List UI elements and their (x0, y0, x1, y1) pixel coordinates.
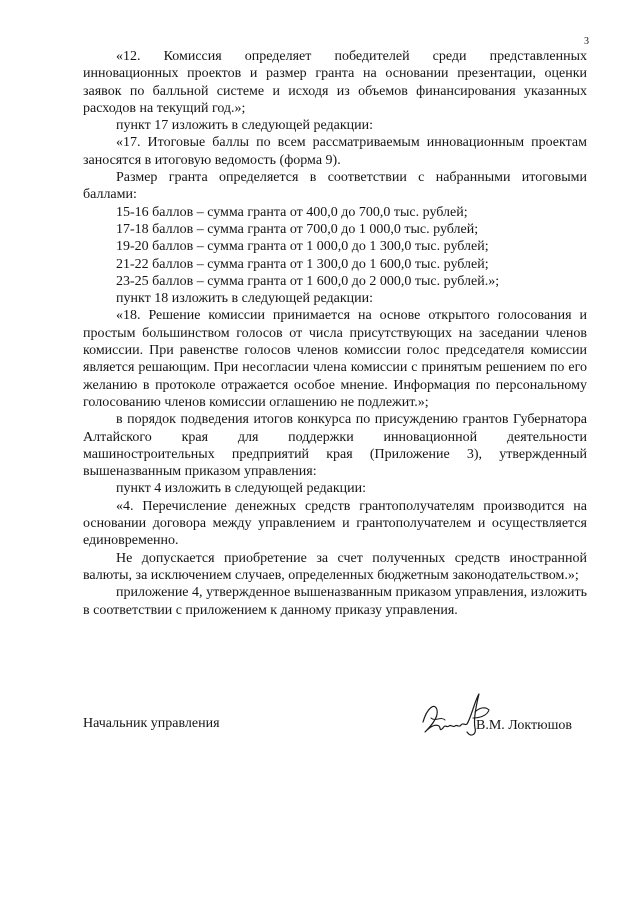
handwritten-signature (417, 688, 497, 746)
document-body (83, 48, 587, 619)
page-number: 3 (584, 36, 589, 47)
grant-list-item: 17-18 баллов – сумма гранта от 700,0 до 1 000,0 тыс. рублей; (116, 221, 479, 237)
paragraph: пункт 18 изложить в следующей редакции: (116, 291, 373, 307)
signer-position: Начальник управления (83, 716, 220, 731)
grant-list-item: 21-22 баллов – сумма гранта от 1 300,0 до 1 600,0 тыс. рублей; (116, 256, 489, 272)
paragraph: приложение 4, утвержденное вышеназванным приказом управления, изложить в соответствии с приложением к данному приказу управления. (83, 585, 587, 618)
paragraph: пункт 17 изложить в следующей редакции: (116, 118, 373, 134)
paragraph: «4. Перечисление денежных средств грантополучателям производится на основании договора между управлением и грантополучателем и осуществляется единовременно. (83, 498, 587, 549)
paragraph: «18. Решение комиссии принимается на основе открытого голосования и простым большинством голосов от числа присутствующих на заседании членов комиссии. При равенстве голосов членов комиссии голос председателя комиссии является решающим. При несогласии члена комиссии с принятым решением по его желанию в протоколе отражается особое мнение. Информация по персональному голосованию членов комиссии оглашению не подлежит.»; (83, 308, 587, 410)
paragraph: пункт 4 изложить в следующей редакции: (116, 481, 366, 497)
grant-size-list (83, 204, 587, 290)
paragraph: «12. Комиссия определяет победителей среди представленных инновационных проектов и размер гранта на основании презентации, оценки заявок по балльной системе и исходя из объемов финансирования указанных расходов на текущий год.»; (83, 49, 587, 116)
paragraph: «17. Итоговые баллы по всем рассматриваемым инновационным проектам заносятся в итоговую ведомость (форма 9). (83, 135, 587, 168)
signer-name: В.М. Локтюшов (476, 718, 573, 733)
grant-list-item: 23-25 баллов – сумма гранта от 1 600,0 до 2 000,0 тыс. рублей.»; (116, 273, 500, 289)
grant-list-item: 15-16 баллов – сумма гранта от 400,0 до 700,0 тыс. рублей; (116, 204, 468, 220)
paragraph: Не допускается приобретение за счет полученных средств иностранной валюты, за исключением случаев, определенных бюджетным законодательством.»; (83, 550, 587, 583)
paragraph: в порядок подведения итогов конкурса по присуждению грантов Губернатора Алтайского края для поддержки инновационной деятельности машиностроительных предприятий края (Приложение 3), утвержденный вышеназванным приказом управления: (83, 412, 587, 480)
grant-list-item: 19-20 баллов – сумма гранта от 1 000,0 до 1 300,0 тыс. рублей; (116, 239, 489, 255)
paragraph: Размер гранта определяется в соответствии с набранными итоговыми баллами: (83, 170, 587, 203)
